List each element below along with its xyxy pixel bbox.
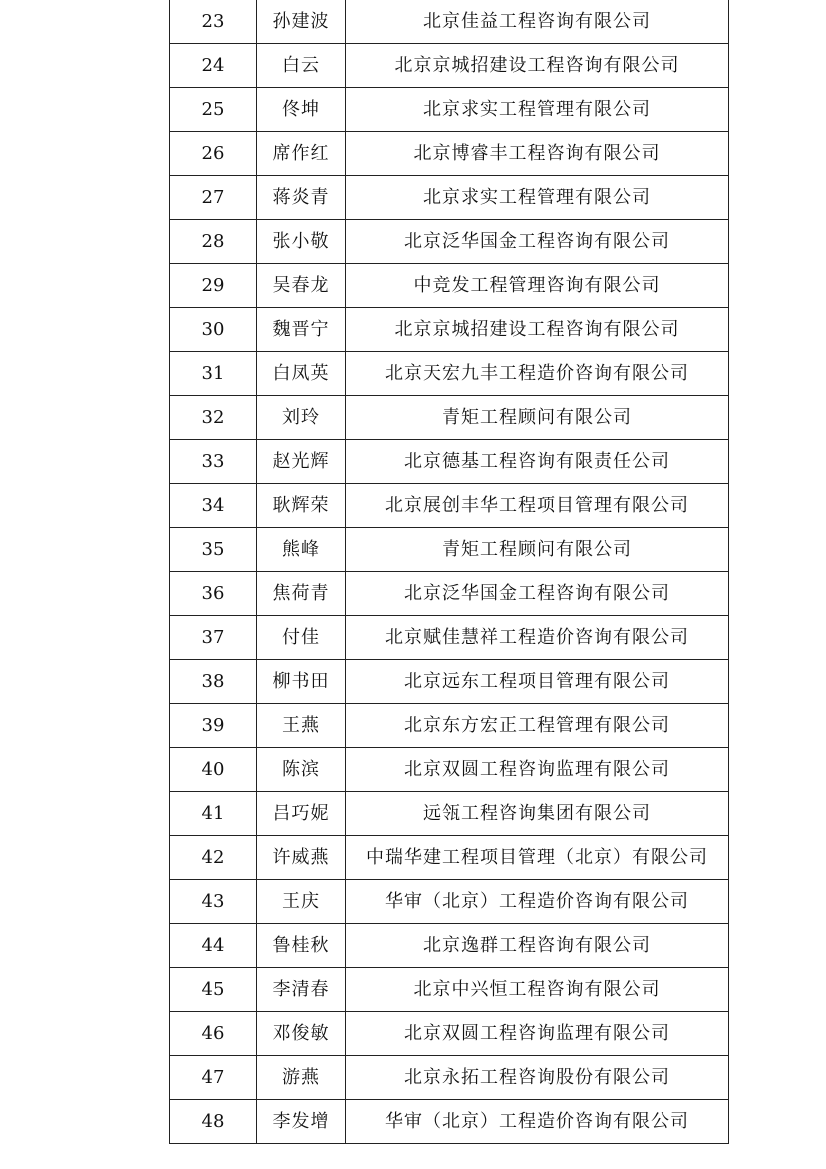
row-number-cell: 48 xyxy=(170,1100,257,1144)
row-number-cell: 39 xyxy=(170,704,257,748)
person-name-cell: 许威燕 xyxy=(257,836,346,880)
row-number-cell: 28 xyxy=(170,220,257,264)
table-row xyxy=(170,220,729,264)
row-number-cell: 24 xyxy=(170,44,257,88)
row-number-cell: 27 xyxy=(170,176,257,220)
organization-cell: 北京远东工程项目管理有限公司 xyxy=(346,660,729,704)
organization-cell: 北京泛华国金工程咨询有限公司 xyxy=(346,572,729,616)
person-name-cell: 孙建波 xyxy=(257,0,346,44)
person-name-cell: 白凤英 xyxy=(257,352,346,396)
organization-cell: 华审（北京）工程造价咨询有限公司 xyxy=(346,880,729,924)
organization-cell: 青矩工程顾问有限公司 xyxy=(346,528,729,572)
person-name-cell: 李清春 xyxy=(257,968,346,1012)
row-number-cell: 34 xyxy=(170,484,257,528)
person-name-cell: 王燕 xyxy=(257,704,346,748)
organization-cell: 华审（北京）工程造价咨询有限公司 xyxy=(346,1100,729,1144)
table-row xyxy=(170,1056,729,1100)
person-name-cell: 刘玲 xyxy=(257,396,346,440)
row-number-cell: 42 xyxy=(170,836,257,880)
row-number-cell: 46 xyxy=(170,1012,257,1056)
organization-cell: 北京双圆工程咨询监理有限公司 xyxy=(346,1012,729,1056)
person-name-cell: 魏晋宁 xyxy=(257,308,346,352)
row-number-cell: 44 xyxy=(170,924,257,968)
table-row xyxy=(170,0,729,44)
table-row xyxy=(170,836,729,880)
organization-cell: 北京求实工程管理有限公司 xyxy=(346,176,729,220)
person-name-cell: 柳书田 xyxy=(257,660,346,704)
organization-cell: 北京东方宏正工程管理有限公司 xyxy=(346,704,729,748)
person-name-cell: 鲁桂秋 xyxy=(257,924,346,968)
organization-cell: 北京泛华国金工程咨询有限公司 xyxy=(346,220,729,264)
row-number-cell: 25 xyxy=(170,88,257,132)
person-name-cell: 熊峰 xyxy=(257,528,346,572)
table-row xyxy=(170,616,729,660)
table-row xyxy=(170,660,729,704)
table-row xyxy=(170,704,729,748)
person-name-cell: 王庆 xyxy=(257,880,346,924)
organization-cell: 北京博睿丰工程咨询有限公司 xyxy=(346,132,729,176)
table-row xyxy=(170,1012,729,1056)
row-number-cell: 23 xyxy=(170,0,257,44)
person-name-cell: 吴春龙 xyxy=(257,264,346,308)
person-name-cell: 蒋炎青 xyxy=(257,176,346,220)
organization-cell: 北京求实工程管理有限公司 xyxy=(346,88,729,132)
organization-cell: 北京德基工程咨询有限责任公司 xyxy=(346,440,729,484)
table-row xyxy=(170,880,729,924)
table-row xyxy=(170,308,729,352)
person-name-cell: 李发增 xyxy=(257,1100,346,1144)
organization-cell: 北京中兴恒工程咨询有限公司 xyxy=(346,968,729,1012)
person-name-cell: 游燕 xyxy=(257,1056,346,1100)
table-row xyxy=(170,748,729,792)
row-number-cell: 37 xyxy=(170,616,257,660)
organization-cell: 青矩工程顾问有限公司 xyxy=(346,396,729,440)
roster-table xyxy=(169,0,729,1144)
person-name-cell: 付佳 xyxy=(257,616,346,660)
person-name-cell: 白云 xyxy=(257,44,346,88)
table-row xyxy=(170,396,729,440)
row-number-cell: 26 xyxy=(170,132,257,176)
person-name-cell: 赵光辉 xyxy=(257,440,346,484)
row-number-cell: 30 xyxy=(170,308,257,352)
person-name-cell: 吕巧妮 xyxy=(257,792,346,836)
row-number-cell: 45 xyxy=(170,968,257,1012)
table-row xyxy=(170,968,729,1012)
organization-cell: 北京逸群工程咨询有限公司 xyxy=(346,924,729,968)
table-row xyxy=(170,792,729,836)
table-row xyxy=(170,352,729,396)
organization-cell: 北京京城招建设工程咨询有限公司 xyxy=(346,308,729,352)
row-number-cell: 38 xyxy=(170,660,257,704)
organization-cell: 中瑞华建工程项目管理（北京）有限公司 xyxy=(346,836,729,880)
table-row xyxy=(170,528,729,572)
person-name-cell: 席作红 xyxy=(257,132,346,176)
organization-cell: 北京赋佳慧祥工程造价咨询有限公司 xyxy=(346,616,729,660)
row-number-cell: 47 xyxy=(170,1056,257,1100)
person-name-cell: 张小敬 xyxy=(257,220,346,264)
organization-cell: 北京双圆工程咨询监理有限公司 xyxy=(346,748,729,792)
row-number-cell: 32 xyxy=(170,396,257,440)
table-row xyxy=(170,44,729,88)
organization-cell: 北京天宏九丰工程造价咨询有限公司 xyxy=(346,352,729,396)
organization-cell: 北京佳益工程咨询有限公司 xyxy=(346,0,729,44)
organization-cell: 北京展创丰华工程项目管理有限公司 xyxy=(346,484,729,528)
table-row xyxy=(170,132,729,176)
roster-table-body xyxy=(170,0,729,1144)
person-name-cell: 佟坤 xyxy=(257,88,346,132)
table-row xyxy=(170,572,729,616)
row-number-cell: 41 xyxy=(170,792,257,836)
row-number-cell: 33 xyxy=(170,440,257,484)
table-row xyxy=(170,88,729,132)
organization-cell: 北京永拓工程咨询股份有限公司 xyxy=(346,1056,729,1100)
table-row xyxy=(170,440,729,484)
table-row xyxy=(170,176,729,220)
person-name-cell: 陈滨 xyxy=(257,748,346,792)
row-number-cell: 35 xyxy=(170,528,257,572)
organization-cell: 远瓴工程咨询集团有限公司 xyxy=(346,792,729,836)
person-name-cell: 邓俊敏 xyxy=(257,1012,346,1056)
row-number-cell: 31 xyxy=(170,352,257,396)
table-row xyxy=(170,484,729,528)
row-number-cell: 40 xyxy=(170,748,257,792)
person-name-cell: 耿辉荣 xyxy=(257,484,346,528)
table-row xyxy=(170,264,729,308)
table-row xyxy=(170,1100,729,1144)
organization-cell: 中竞发工程管理咨询有限公司 xyxy=(346,264,729,308)
row-number-cell: 29 xyxy=(170,264,257,308)
row-number-cell: 36 xyxy=(170,572,257,616)
organization-cell: 北京京城招建设工程咨询有限公司 xyxy=(346,44,729,88)
table-row xyxy=(170,924,729,968)
person-name-cell: 焦荷青 xyxy=(257,572,346,616)
row-number-cell: 43 xyxy=(170,880,257,924)
